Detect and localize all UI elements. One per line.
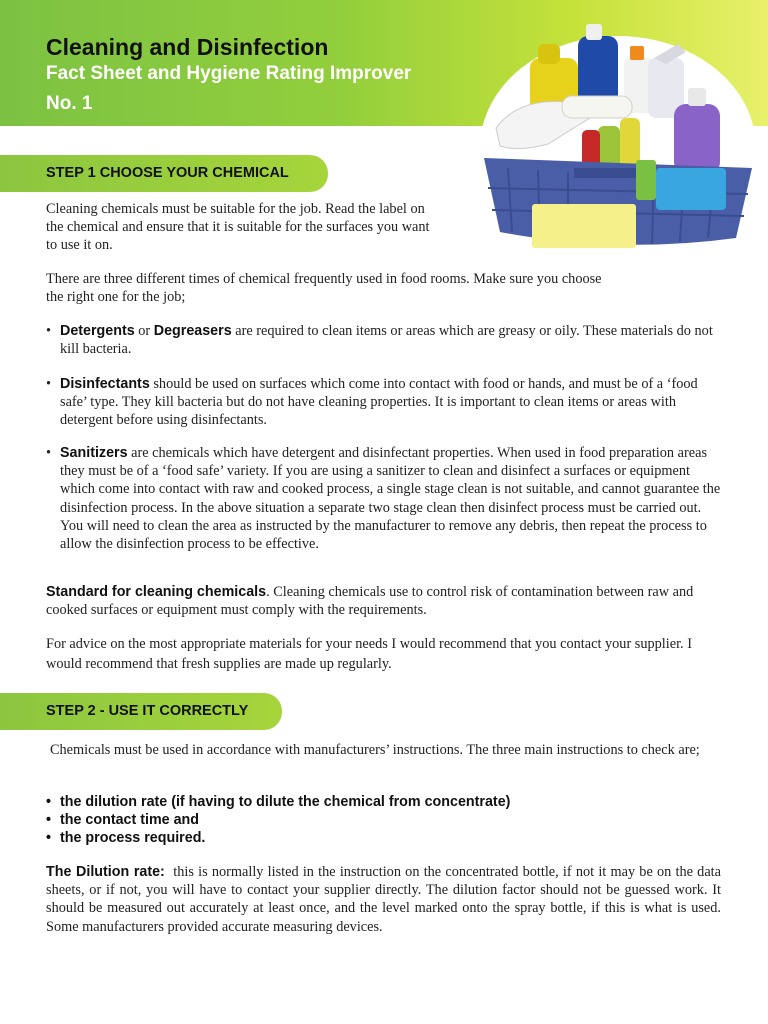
fact-sheet-number: No. 1 [46, 93, 93, 114]
bullet-dot: • [46, 830, 52, 846]
bullet-disinfectants [46, 375, 726, 430]
step2-intro: Chemicals must be used in accordance with manufacturers’ instructions. The three main instructions to check are; [50, 742, 700, 758]
instructions-list [46, 793, 510, 847]
dilution-text: this is normally listed in the instruction on the concentrated bottle, if not it may be on the data sheets, or if not, you will have to contact your supplier directly. The dilution factor should not be guessed work. It should be measured out accurately at least once, and the level marked onto the spray bottle, if this is what is used. Some manufacturers provided accurate measuring devices. [46, 864, 721, 935]
step2-heading: STEP 2 - USE IT CORRECTLY [0, 693, 282, 730]
step1-intro: Cleaning chemicals must be suitable for the job. Read the label on the chemical and ensure that it is suitable for the surfaces you want to use it on. [46, 201, 430, 254]
advice-paragraph: For advice on the most appropriate materials for your needs I would recommend that you contact your supplier. I would recommend that fresh supplies are made up regularly. [46, 636, 692, 672]
term-disinfectants: Disinfectants [60, 376, 150, 392]
page-title: Cleaning and Disinfection [46, 34, 329, 60]
bullet-sanitizers [46, 444, 726, 553]
bullet-detergents-text: are required to clean items or areas which are greasy or oily. These materials do not kill bacteria. [60, 323, 713, 358]
list-item-text: the process required. [60, 830, 206, 846]
bullet-dot: • [46, 445, 52, 461]
bullet-dot: • [46, 323, 52, 339]
standard-term: Standard for cleaning chemicals [46, 584, 267, 600]
cleaning-basket-image [478, 18, 758, 263]
bullet-dot: • [46, 812, 52, 828]
standard-text: . Cleaning chemicals use to control risk of contamination between raw and cooked surfaces or equipment must comply with the requirements. [46, 584, 694, 619]
bullet-dot: • [46, 794, 52, 810]
page-subtitle: Fact Sheet and Hygiene Rating Improver [46, 63, 412, 84]
list-item-text: the dilution rate (if having to dilute the chemical from concentrate) [60, 794, 511, 810]
bullet-detergents [46, 322, 726, 358]
term-degreasers: Degreasers [153, 323, 232, 339]
term-joiner: or [134, 323, 154, 339]
list-item-text: the contact time and [60, 812, 200, 828]
dilution-term: The Dilution rate: [46, 864, 165, 880]
list-item [46, 829, 510, 847]
bullet-disinfectants-text: should be used on surfaces which come into contact with food or hands, and must be of a ‘food safe’ type. They kill bacteria but do not have cleaning properties. It is important to clean items or areas with detergent before using disinfectants. [60, 376, 698, 429]
bullet-sanitizers-text: are chemicals which have detergent and disinfectant properties. When used in food preparation areas they must be of a ‘food safe’ variety. If you are using a sanitizer to clean and disinfect a surfaces or equipment which come into contact with raw and cooked process, a single stage clean is not suitable, and cannot guarantee the disinfection process. In the above situation a separate two stage clean then disinfect process must be carried out. You will need to clean the area as instructed by the manufacturer to remove any debris, then repeat the process to allow the disinfection process to be effective. [60, 445, 721, 553]
bullet-dot: • [46, 376, 52, 392]
standard-paragraph [46, 583, 726, 619]
term-sanitizers: Sanitizers [60, 445, 128, 461]
step1-heading: STEP 1 CHOOSE YOUR CHEMICAL [0, 155, 328, 192]
list-item [46, 793, 510, 811]
dilution-paragraph [46, 863, 721, 936]
step1-types-intro: There are three different times of chemical frequently used in food rooms. Make sure you choose the right one for the job; [46, 271, 602, 306]
list-item [46, 811, 510, 829]
term-detergents: Detergents [60, 323, 135, 339]
